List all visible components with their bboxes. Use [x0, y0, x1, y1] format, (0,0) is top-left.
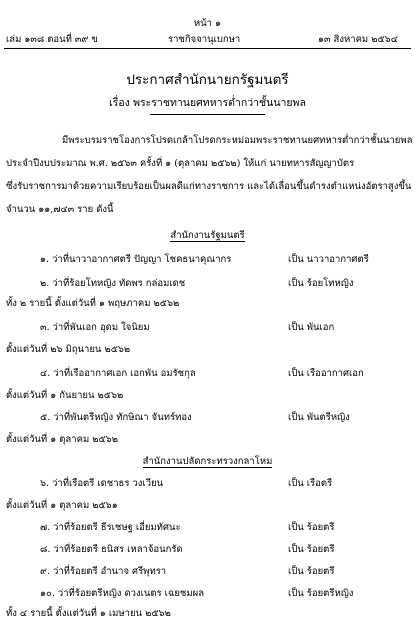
entry-name: ๕. ว่าที่พันตรีหญิง ทักษิณา จันทร์ทอง [40, 412, 192, 423]
entry-rank: เป็น ร้อยตรี [288, 566, 335, 577]
entry-name: ๒. ว่าที่ร้อยโทหญิง ทัดพร กล่อมเดช [40, 278, 186, 289]
entry-rank: เป็น ร้อยตรี [288, 544, 335, 555]
entry-rank: เป็น เรือตรี [288, 478, 333, 489]
section-heading: สำนักงานปลัดกระทรวงกลาโหม [142, 456, 273, 467]
document-subject: เรื่อง พระราชทานยศทหารต่ำกว่าชั้นนายพล [109, 97, 306, 109]
header-rule [4, 48, 411, 49]
entry-rank: เป็น ร้อยโทหญิง [288, 278, 354, 289]
effective-date: ตั้งแต่วันที่ ๑ ตุลาคม ๒๕๖๒ [6, 434, 118, 445]
section-heading: สำนักงานรัฐมนตรี [170, 230, 245, 241]
effective-date: ทั้ง ๔ รายนี้ ตั้งแต่วันที่ ๑ เมษายน ๒๕๖๒ [6, 608, 171, 619]
intro-line-3: ซึ่งรับราชการมาด้วยความเรียบร้อยเป็นผลดีแก่ทางราชการ และได้เลื่อนขึ้นดำรงตำแหน่งอัตราสูงขึ้น [6, 181, 412, 192]
entry-name: ๑. ว่าที่นาวาอากาศตรี ปัญญา โชคธนาคุณากร [40, 254, 232, 265]
volume-info: เล่ม ๑๓๘ ตอนที่ ๓๙ ข [6, 34, 98, 45]
gazette-name: ราชกิจจานุเบกษา [168, 34, 241, 45]
effective-date: ตั้งแต่วันที่ ๑ ตุลาคม ๒๕๖๑ [6, 500, 118, 511]
effective-date: ทั้ง ๒ รายนี้ ตั้งแต่วันที่ ๑ พฤษภาคม ๒๕๖๒ [6, 298, 180, 309]
entry-name: ๗. ว่าที่ร้อยตรี ธีรเชษฐ เอี่ยมทัศนะ [40, 522, 181, 533]
page-number: หน้า ๑ [193, 18, 222, 29]
document-title: ประกาศสำนักนายกรัฐมนตรี [126, 72, 289, 88]
entry-name: ๙. ว่าที่ร้อยตรี อำนาจ ศรีพุทรา [40, 566, 167, 577]
entry-name: ๑๐. ว่าที่ร้อยตรีหญิง ดวงเนตร เฉยชมผล [40, 588, 205, 599]
entry-rank: เป็น พันตรีหญิง [288, 412, 350, 423]
entry-name: ๔. ว่าที่เรืออากาศเอก เอกพัน อมรัชกุล [40, 368, 196, 379]
entry-rank: เป็น ร้อยตรีหญิง [288, 588, 354, 599]
intro-line-1: มีพระบรมราชโองการโปรดเกล้าโปรดกระหม่อมพระราชทานยศทหารต่ำกว่าชั้นนายพล [62, 135, 413, 146]
entry-rank: เป็น นาวาอากาศตรี [288, 254, 369, 265]
entry-name: ๖. ว่าที่เรือตรี เดชาธร วงเวียน [40, 478, 164, 489]
effective-date: ตั้งแต่วันที่ ๑ กันยายน ๒๕๖๒ [6, 390, 124, 401]
intro-line-2: ประจำปีงบประมาณ พ.ศ. ๒๕๖๓ ครั้งที่ ๑ (ตุลาคม ๒๕๖๒) ให้แก่ นายทหารสัญญาบัตร [6, 158, 355, 169]
entry-rank: เป็น พันเอก [288, 322, 335, 333]
entry-name: ๓. ว่าที่พันเอก อุดม ใจนิยม [40, 322, 150, 333]
entry-rank: เป็น เรืออากาศเอก [288, 368, 364, 379]
issue-date: ๑๓ สิงหาคม ๒๕๖๔ [318, 34, 398, 45]
title-separator [150, 114, 265, 115]
intro-line-4: จำนวน ๑๑,๗๔๓ ราย ดังนี้ [6, 204, 114, 215]
effective-date: ตั้งแต่วันที่ ๒๖ มิถุนายน ๒๕๖๒ [6, 344, 131, 355]
entry-rank: เป็น ร้อยตรี [288, 522, 335, 533]
entry-name: ๘. ว่าที่ร้อยตรี ธนิสร เหลาจ้อนกรัด [40, 544, 183, 555]
